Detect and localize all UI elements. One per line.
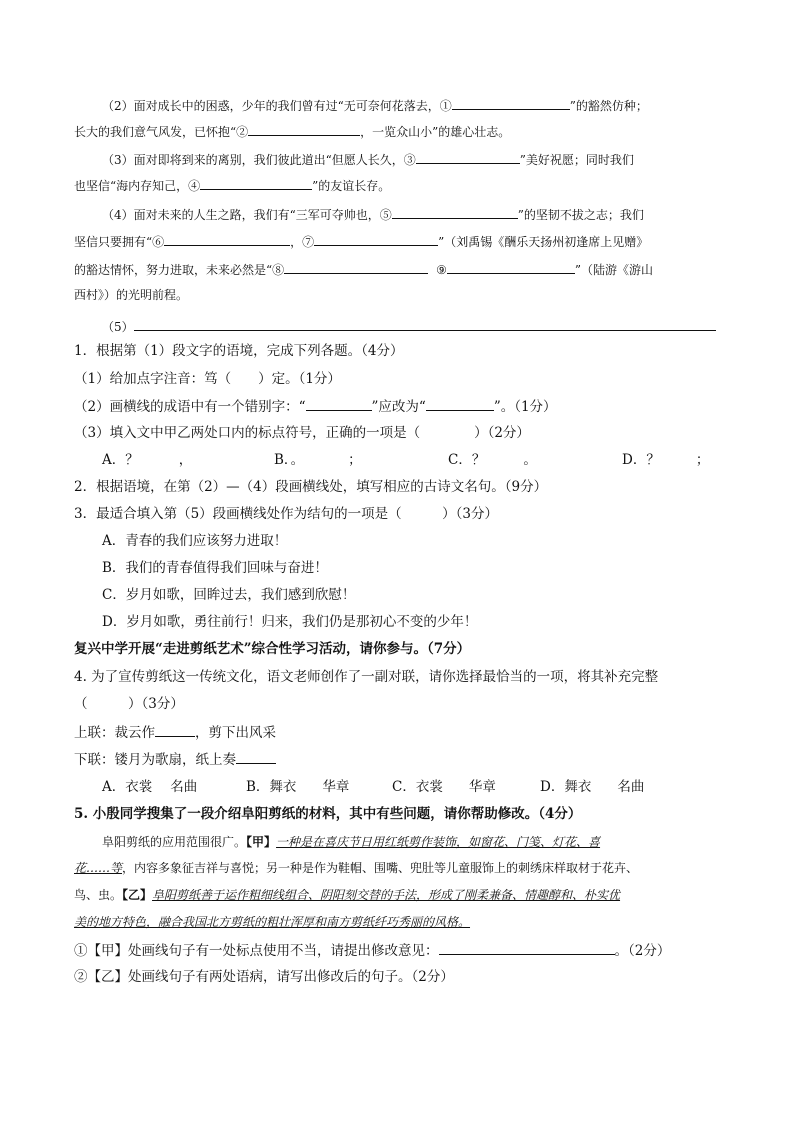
q5-marker-yi: 【乙】 xyxy=(122,888,153,902)
q1-option-a-sep: ， xyxy=(178,452,193,468)
q3-option-a[interactable]: A．青春的我们应该努力进取！ xyxy=(102,533,288,549)
para4-text3-end: ”（陆游《游山 xyxy=(574,263,654,277)
q5-underlined-yi-2: 美的地方特色，融合我国北方剪纸的粗壮浑厚和南方剪纸纤巧秀丽的风格。 xyxy=(74,915,471,929)
q4-option-c-1: C．衣裳 xyxy=(392,779,443,795)
q4-option-a-1: A．衣裳 xyxy=(102,779,153,795)
para4-text2-end: ”（刘禹锡《酬乐天扬州初逢席上见赠》 xyxy=(438,235,649,249)
q4-option-d-1: D．舞衣 xyxy=(540,779,592,795)
q1-stem: 1．根据第（1）段文字的语境，完成下列各题。（4分） xyxy=(74,343,404,359)
blank-1[interactable] xyxy=(452,95,570,110)
q5-sub1-text: ①【甲】处画线句子有一处标点使用不当，请提出修改意见： xyxy=(74,943,439,959)
q1-option-b[interactable] xyxy=(274,450,362,470)
q1-option-a-label: A．？ xyxy=(102,452,139,468)
q4-option-a-2: 名曲 xyxy=(170,779,198,795)
blank-q4-upper[interactable] xyxy=(155,722,195,737)
q1-option-d[interactable] xyxy=(622,450,709,470)
para4-line4 xyxy=(74,285,188,305)
q4-lower-couplet xyxy=(74,749,276,770)
para2-text2-end: ，一览众山小”的雄心壮志。 xyxy=(360,125,511,139)
q4-option-c[interactable] xyxy=(392,777,496,797)
q1-option-a[interactable] xyxy=(102,450,192,470)
blank-q5-1[interactable] xyxy=(439,940,615,955)
para2-line1 xyxy=(102,95,648,116)
q3-option-b[interactable]: B．我们的青春值得我们回味与奋进！ xyxy=(102,560,328,576)
q5-passage-line1 xyxy=(102,832,600,852)
q1-sub2-text: （2）画横线的成语中有一个错别字：“ xyxy=(74,399,306,415)
para2-line2 xyxy=(74,121,510,142)
q5-p2-text: ，内容多象征吉祥与喜悦；另一种是作为鞋帽、围嘴、兜肚等儿童服饰上的刺绣床样取材于花卉、 xyxy=(122,861,639,875)
para5-line xyxy=(102,316,716,337)
q5-underlined-jia-2: 花……等 xyxy=(74,861,123,875)
para4-line1 xyxy=(102,204,644,225)
q5-p1-text: 阜阳剪纸的应用范围很广。 xyxy=(102,835,247,849)
q4-option-b[interactable] xyxy=(246,777,349,797)
q1-option-b-sep: ； xyxy=(348,452,362,468)
q5-stem: 5. 小殷同学搜集了一段介绍阜阳剪纸的材料，其中有些问题，请你帮助修改。（4分） xyxy=(74,806,582,822)
q5-passage-line3 xyxy=(74,885,620,905)
q1-option-c[interactable] xyxy=(448,450,537,470)
q4-upper-b: ，剪下出风采 xyxy=(195,725,276,741)
para3-text2: 也坚信“海内存知己，④ xyxy=(74,179,201,193)
blank-6[interactable] xyxy=(164,231,290,246)
q1-option-b-label: B．。 xyxy=(274,452,305,468)
blank-7[interactable] xyxy=(314,231,438,246)
para3-text: （3）面对即将到来的离别，我们彼此道出“但愿人长久，③ xyxy=(102,153,416,167)
blank-9[interactable] xyxy=(447,259,575,274)
q5-marker-jia: 【甲】 xyxy=(246,835,277,849)
q1-option-d-sep: ； xyxy=(695,452,710,468)
para2-text: （2）面对成长中的困惑，少年的我们曾有过“无可奈何花落去，① xyxy=(102,99,452,113)
blank-3[interactable] xyxy=(416,149,520,164)
q4-option-b-1: B．舞衣 xyxy=(246,779,297,795)
q1-option-c-sep: 。 xyxy=(523,452,537,468)
q4-lower-a: 下联：镂月为歌扇，纸上奏 xyxy=(74,752,236,768)
q4-paren: （ ）（3分） xyxy=(74,696,184,712)
q5-sub2: ②【乙】处画线句子有两处语病，请写出修改后的句子。（2分） xyxy=(74,969,454,985)
q3-option-d[interactable]: D．岁月如歌，勇往前行！归来，我们仍是那初心不变的少年！ xyxy=(102,614,478,630)
q2-stem: 2．根据语境，在第（2）—（4）段画横线处，填写相应的古诗文名句。（9分） xyxy=(74,479,548,495)
blank-2[interactable] xyxy=(248,121,360,136)
q4-option-b-2: 华章 xyxy=(322,779,350,795)
para4-text3-mid: ⑨ xyxy=(436,263,447,277)
blank-q4-lower[interactable] xyxy=(236,749,276,764)
q4-option-d[interactable] xyxy=(540,777,644,797)
para3-line1 xyxy=(102,149,634,170)
para4-text2: 坚信只要拥有“⑥ xyxy=(74,235,165,249)
para4-text3: 的豁达情怀，努力进取，未来必然是“⑧ xyxy=(74,263,285,277)
para3-text2-end: ”的友谊长存。 xyxy=(312,179,391,193)
q3-option-c[interactable]: C．岁月如歌，回眸过去，我们感到欣慰！ xyxy=(102,587,356,603)
para4-text-end: ”的坚韧不拔之志；我们 xyxy=(517,208,644,222)
para3-text-end: ”美好祝愿；同时我们 xyxy=(519,153,634,167)
q1-option-d-label: D．？ xyxy=(622,452,660,468)
q4-option-c-2: 华章 xyxy=(468,779,496,795)
blank-q1-wrong[interactable] xyxy=(306,396,372,411)
para3-line2 xyxy=(74,175,390,196)
para2-text2: 长大的我们意气风发，已怀抱“② xyxy=(74,125,249,139)
blank-5[interactable] xyxy=(392,204,518,219)
q5-underlined-jia: 一种是在喜庆节日用红纸剪作装饰，如窗花、门笺、灯花、喜 xyxy=(276,835,601,849)
blank-8[interactable] xyxy=(284,259,428,274)
q5-passage-line4 xyxy=(74,912,470,932)
q1-option-c-label: C．？ xyxy=(448,452,486,468)
q4-upper-a: 上联：裁云作 xyxy=(74,725,155,741)
q4-option-d-2: 名曲 xyxy=(617,779,645,795)
blank-para5[interactable] xyxy=(134,316,716,331)
q4-stem: 4. 为了宣传剪纸这一传统文化，语文老师创作了一副对联，请你选择最恰当的一项，将其补充完整 xyxy=(74,669,659,685)
para4-line2 xyxy=(74,231,648,252)
q5-p3-text: 鸟、虫。 xyxy=(74,888,123,902)
q5-sub1-end: 。（2分） xyxy=(614,943,671,959)
q4-option-a[interactable] xyxy=(102,777,197,797)
q1-sub2 xyxy=(74,396,557,417)
para2-text-end: ”的豁然仿种； xyxy=(569,99,648,113)
q1-sub2-end: ”。（1分） xyxy=(493,399,557,415)
para4-line3 xyxy=(74,259,653,280)
q5-underlined-yi: 阜阳剪纸善于运作粗细线组合、阴阳刻交替的手法，形成了刚柔兼备、情趣醇和、朴实优 xyxy=(152,888,621,902)
para4-text2-mid: ，⑦ xyxy=(290,235,315,249)
para4-text: （4）面对未来的人生之路，我们有“三军可夺帅也，⑤ xyxy=(102,208,392,222)
blank-q1-correct[interactable] xyxy=(426,396,494,411)
q1-sub1: （1）给加点字注音：笃（ ）定。（1分） xyxy=(74,371,341,387)
para5-label: （5） xyxy=(102,320,134,334)
q5-passage-line2 xyxy=(74,858,638,878)
para4-text4: 西村》）的光明前程。 xyxy=(74,288,189,302)
q3-stem: 3．最适合填入第（5）段画横线处作为结句的一项是（ ）（3分） xyxy=(74,506,499,522)
q5-sub1 xyxy=(74,940,670,961)
q1-sub3: （3）填入文中甲乙两处口内的标点符号，正确的一项是（ ）（2分） xyxy=(74,425,530,441)
section-title: 复兴中学开展“走进剪纸艺术”综合性学习活动，请你参与。（7分） xyxy=(74,641,471,657)
q4-upper-couplet xyxy=(74,722,276,743)
q1-sub2-mid: ”应改为“ xyxy=(371,399,426,415)
blank-4[interactable] xyxy=(200,175,312,190)
